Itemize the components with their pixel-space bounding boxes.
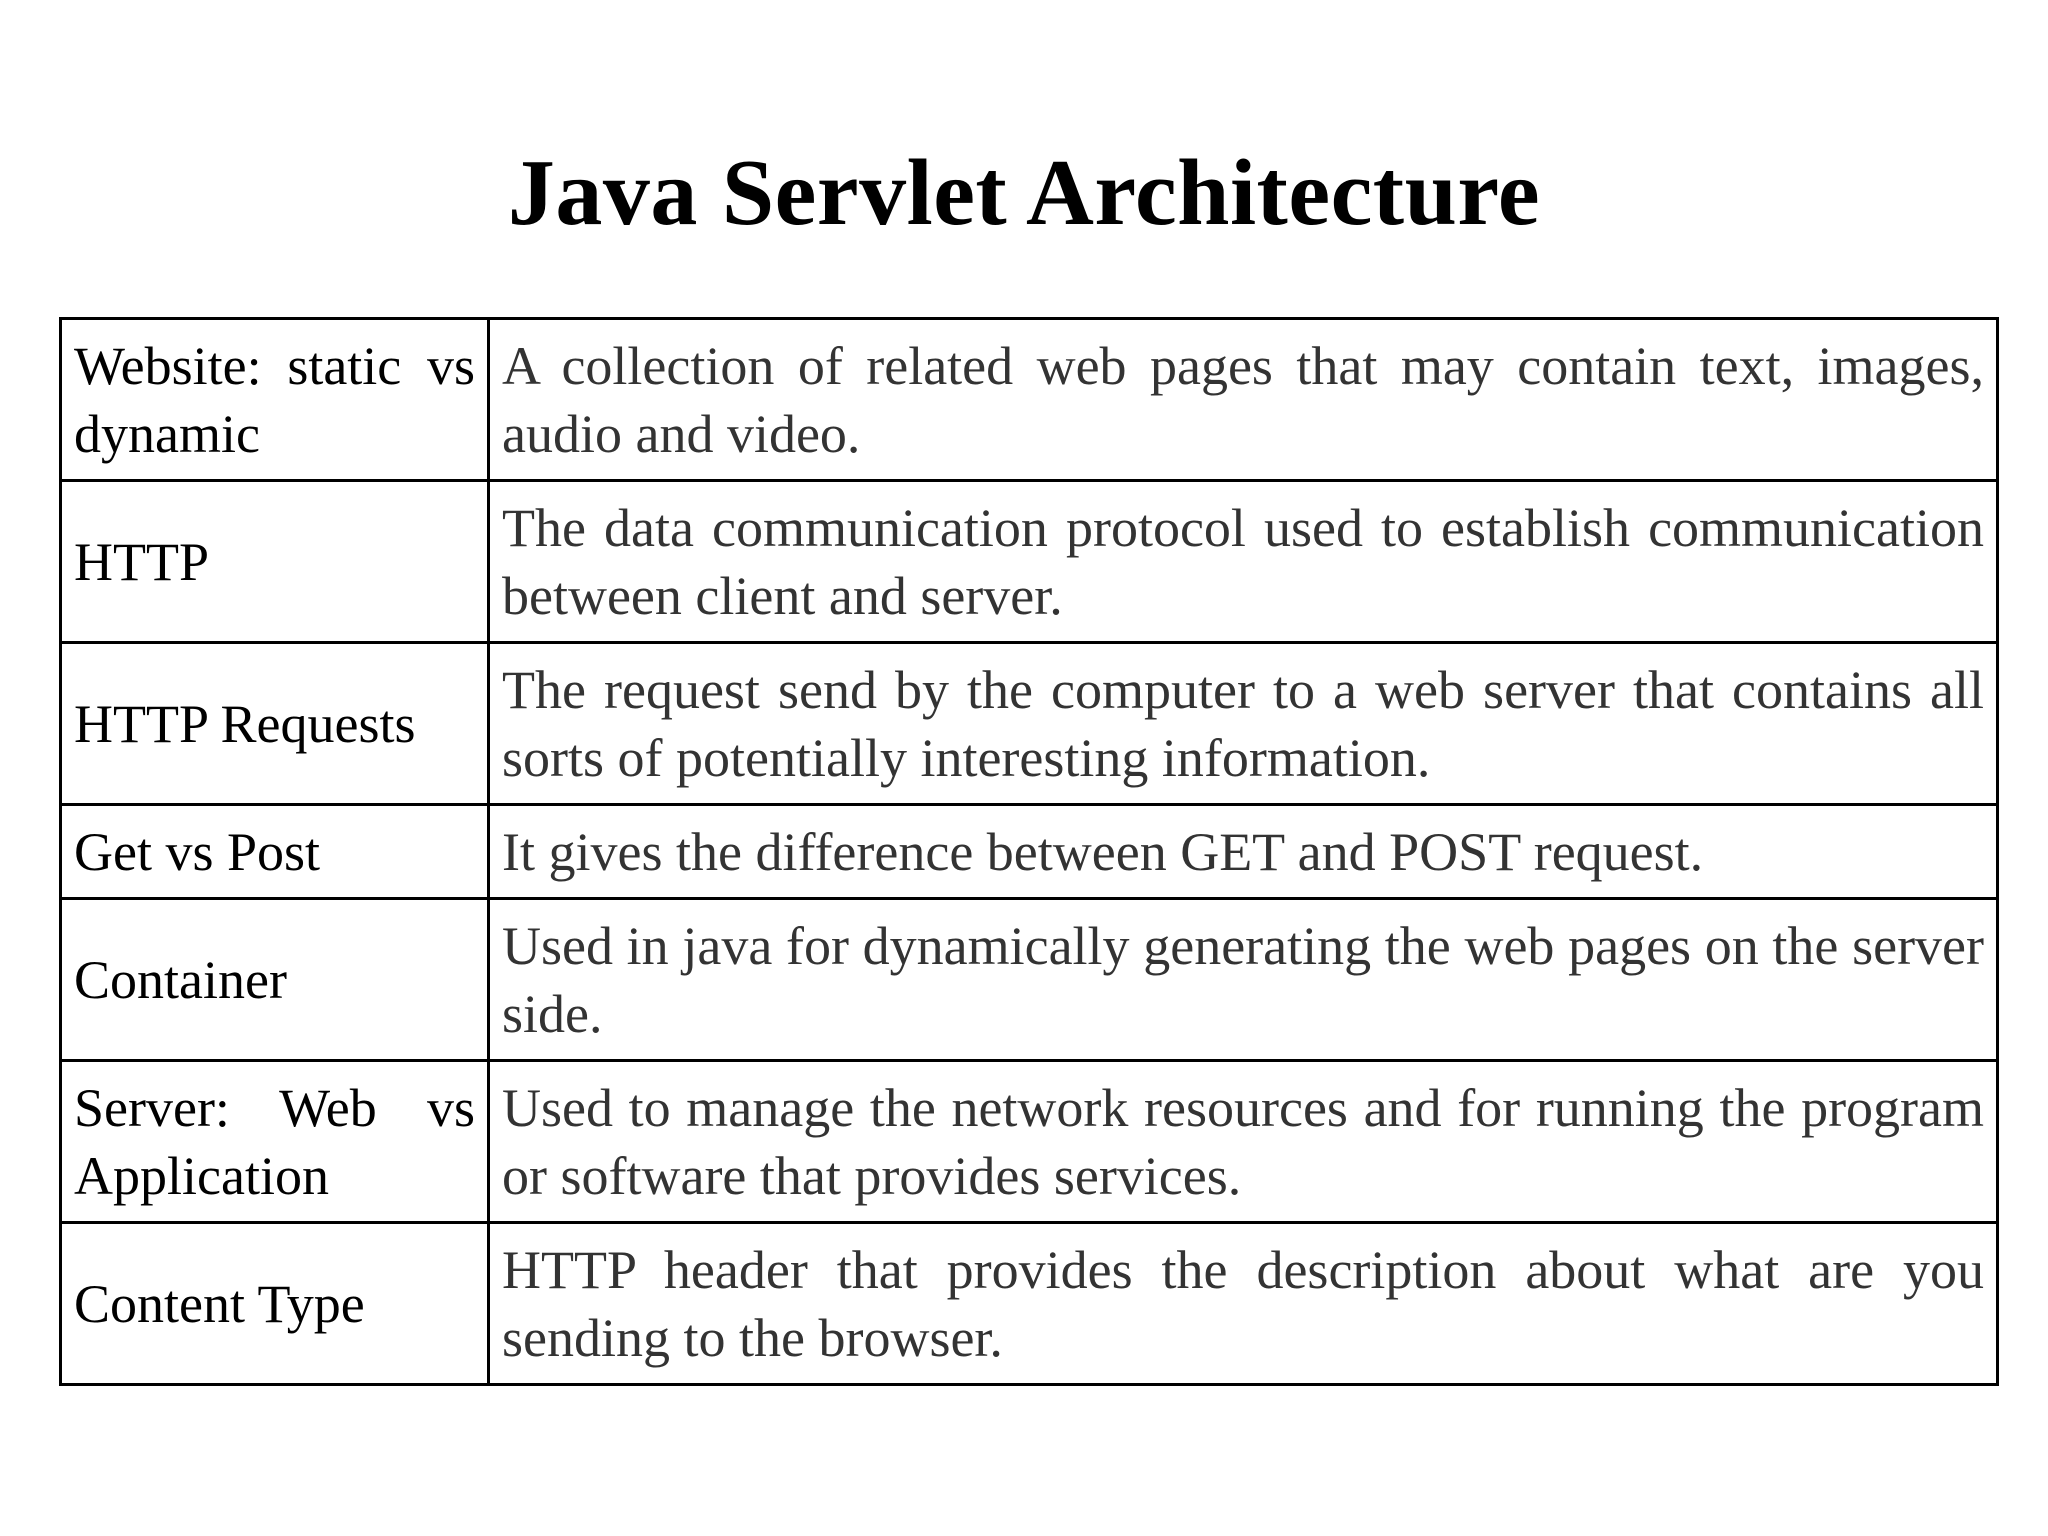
description-cell: HTTP header that provides the description about what are you sending to the browser. xyxy=(489,1223,1998,1385)
description-cell: Used to manage the network resources and for running the program or software that provides services. xyxy=(489,1061,1998,1223)
description-cell: The data communication protocol used to establish communication between client and server. xyxy=(489,481,1998,643)
description-cell: Used in java for dynamically generating the web pages on the server side. xyxy=(489,899,1998,1061)
slide-title: Java Servlet Architecture xyxy=(507,141,1541,245)
description-cell: The request send by the computer to a web server that contains all sorts of potentially interesting information. xyxy=(489,643,1998,805)
table-row xyxy=(61,643,1998,805)
term-cell: Get vs Post xyxy=(61,805,489,899)
term-cell: Container xyxy=(61,899,489,1061)
term-cell: HTTP Requests xyxy=(61,643,489,805)
table-row xyxy=(61,1223,1998,1385)
term-cell: Content Type xyxy=(61,1223,489,1385)
glossary-table xyxy=(59,317,1999,1386)
table-row xyxy=(61,805,1998,899)
description-cell: A collection of related web pages that may contain text, images, audio and video. xyxy=(489,319,1998,481)
table-row xyxy=(61,1061,1998,1223)
term-cell: HTTP xyxy=(61,481,489,643)
term-cell: Server: Web vs Application xyxy=(61,1061,489,1223)
table-row xyxy=(61,899,1998,1061)
table-row xyxy=(61,481,1998,643)
term-cell: Website: static vs dynamic xyxy=(61,319,489,481)
description-cell: It gives the difference between GET and POST request. xyxy=(489,805,1998,899)
table-row xyxy=(61,319,1998,481)
